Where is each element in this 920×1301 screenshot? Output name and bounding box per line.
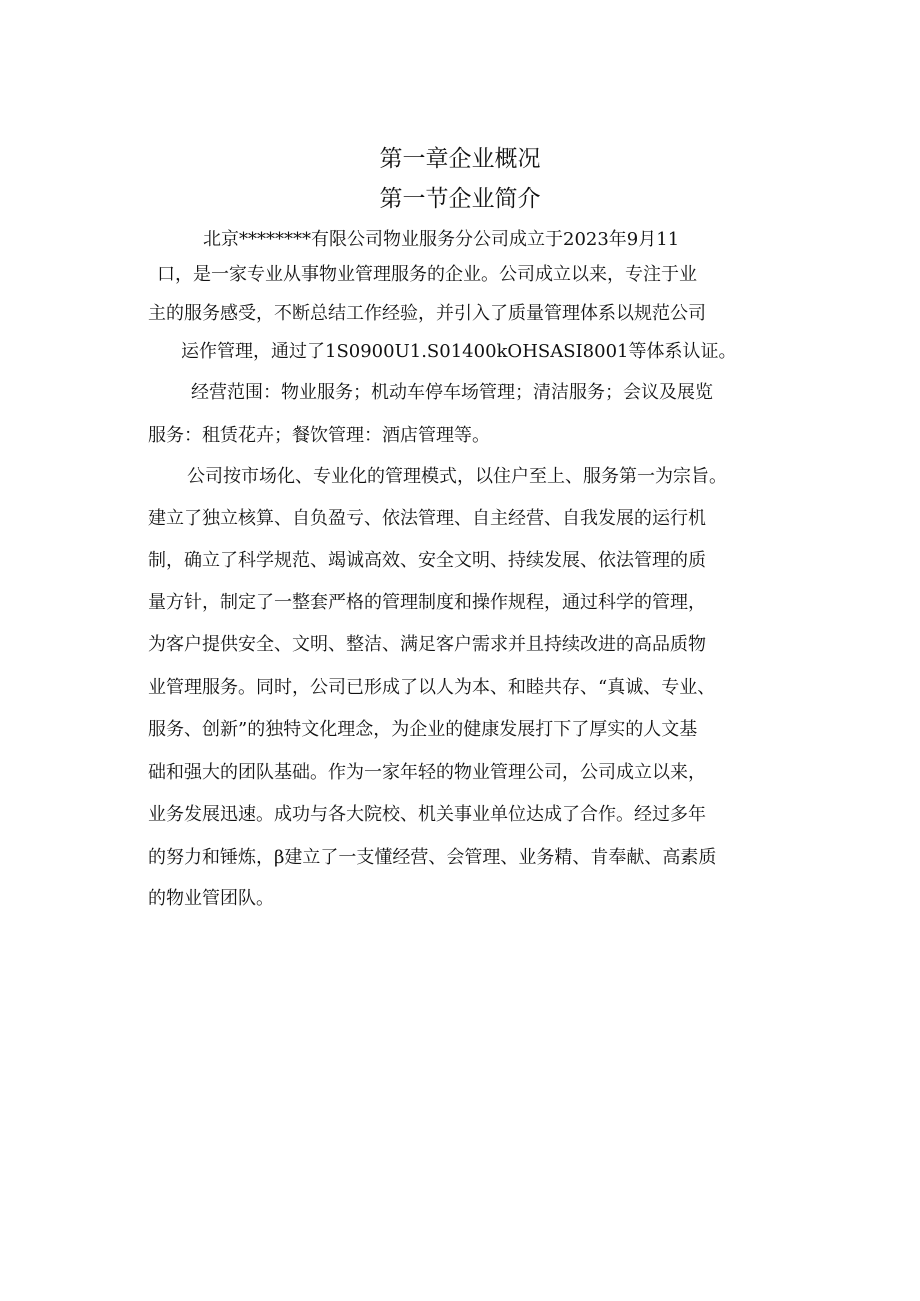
philosophy-line: 业管理服务。同时，公司已形成了以人为本、和睦共存、“真诚、专业、 [148, 677, 716, 698]
philosophy-line: 建立了独立核算、自负盈亏、依法管理、自主经营、自我发展的运行机 [148, 508, 706, 529]
intro-line: 主的服务感受，不断总结工作经验，并引入了质量管理体系以规范公司 [148, 303, 706, 324]
philosophy-line: 服务、创新”的独特文化理念，为企业的健康发展打下了厚实的人文基 [148, 719, 698, 740]
philosophy-line: 业务发展迅速。成功与各大院校、机关事业单位达成了合作。经过多年 [148, 804, 706, 825]
scope-line: 服务：租赁花卉；餐饮管理：酒店管理等。 [148, 425, 490, 446]
philosophy-line: 的物业管团队。 [148, 888, 274, 909]
chapter-title: 第一章企业概况 [379, 146, 541, 172]
scope-line: 经营范围：物业服务；机动车停车场管理；清洁服务；会议及展览 [191, 382, 713, 403]
philosophy-line: 础和强大的团队基础。作为一家年轻的物业管理公司，公司成立以来， [148, 762, 706, 783]
philosophy-line: 公司按市场化、专业化的管理模式，以住户至上、服务第一为宗旨。 [187, 466, 727, 487]
philosophy-line: 制，确立了科学规范、竭诚高效、安全文明、持续发展、依法管理的质 [148, 550, 706, 571]
intro-line: 口，是一家专业从事物业管理服务的企业。公司成立以来，专注于业 [157, 264, 697, 285]
philosophy-line: 为客户提供安全、文明、整洁、满足客户需求并且持续改进的高品质物 [148, 634, 706, 655]
intro-line: 北京********有限公司物业服务分公司成立于2023年9月11 [203, 229, 680, 250]
philosophy-line: 量方针，制定了一整套严格的管理制度和操作规程，通过科学的管理， [148, 592, 706, 613]
section-title: 第一节企业简介 [379, 186, 541, 212]
intro-line: 运作管理，通过了1S0900U1.S01400kOHSASI8001等体系认证。 [181, 341, 737, 362]
philosophy-line: 的努力和锤炼，β建立了一支懂经营、会管理、业务精、肯奉献、高素质 [148, 847, 717, 868]
